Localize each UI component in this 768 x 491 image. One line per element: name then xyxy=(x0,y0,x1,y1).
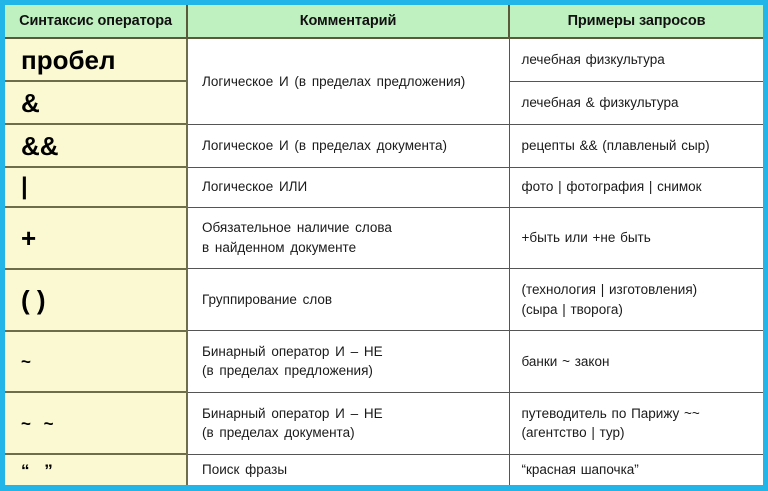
operator-syntax-double-ampersand: && xyxy=(5,124,187,167)
table-row xyxy=(5,38,763,81)
operator-comment-and-sentence xyxy=(187,38,509,124)
operator-example-space xyxy=(509,38,763,81)
table-row xyxy=(5,124,763,167)
comment-line: Обязательное наличие слова xyxy=(202,220,392,236)
example-line: рецепты && (плавленый сыр) xyxy=(521,137,710,153)
operator-comment-or xyxy=(187,167,509,207)
table-row xyxy=(5,167,763,207)
example-line: (агентство | тур) xyxy=(521,425,625,441)
operator-example-double-ampersand xyxy=(509,124,763,167)
table-header-row xyxy=(5,5,763,38)
operator-comment-phrase-search xyxy=(187,454,509,485)
operator-comment-andnot-sentence xyxy=(187,331,509,393)
operator-example-quotes xyxy=(509,454,763,485)
operator-syntax-space: пробел xyxy=(5,38,187,81)
comment-line: Поиск фразы xyxy=(202,461,288,477)
operator-example-parentheses xyxy=(509,269,763,331)
table-row xyxy=(5,269,763,331)
operator-syntax-pipe: | xyxy=(5,167,187,207)
column-header-example: Примеры запросов xyxy=(509,5,763,38)
comment-line: Группирование слов xyxy=(202,291,333,307)
operator-example-ampersand xyxy=(509,81,763,124)
table-row xyxy=(5,454,763,485)
example-line: лечебная физкультура xyxy=(521,52,665,67)
column-header-syntax: Синтаксис оператора xyxy=(5,5,187,38)
operator-example-tilde xyxy=(509,331,763,393)
example-line: “красная шапочка” xyxy=(521,461,639,477)
operator-syntax-tilde: ~ xyxy=(5,331,187,393)
table-row xyxy=(5,207,763,269)
column-header-comment: Комментарий xyxy=(187,5,509,38)
example-line: банки ~ закон xyxy=(521,353,610,369)
example-line: (технология | изготовления) xyxy=(521,282,698,298)
operator-example-pipe xyxy=(509,167,763,207)
example-line: лечебная & физкультура xyxy=(521,94,679,110)
operator-comment-required-word xyxy=(187,207,509,269)
operator-syntax-quotes: “ ” xyxy=(5,454,187,485)
comment-line: Бинарный оператор И – НЕ xyxy=(202,405,383,421)
example-line: фото | фотография | снимок xyxy=(521,179,702,195)
operator-comment-and-document xyxy=(187,124,509,167)
operator-syntax-double-tilde: ~ ~ xyxy=(5,392,187,454)
comment-line: в найденном документе xyxy=(202,240,357,256)
comment-line: Логическое ИЛИ xyxy=(202,179,308,195)
comment-line: Логическое И (в пределах предложения) xyxy=(202,73,466,89)
operator-syntax-plus: + xyxy=(5,207,187,269)
comment-line: (в пределах документа) xyxy=(202,425,355,441)
operator-example-double-tilde xyxy=(509,392,763,454)
comment-line: (в пределах предложения) xyxy=(202,363,373,379)
table-row xyxy=(5,331,763,393)
search-operators-table xyxy=(5,5,763,485)
example-line: (сыра | творога) xyxy=(521,301,623,317)
operator-comment-grouping xyxy=(187,269,509,331)
operator-example-plus xyxy=(509,207,763,269)
example-line: путеводитель по Парижу ~~ xyxy=(521,405,700,421)
table-row xyxy=(5,392,763,454)
operator-comment-andnot-document xyxy=(187,392,509,454)
operator-syntax-ampersand: & xyxy=(5,81,187,124)
comment-line: Бинарный оператор И – НЕ xyxy=(202,343,383,359)
comment-line: Логическое И (в пределах документа) xyxy=(202,137,447,153)
example-line: +быть или +не быть xyxy=(521,230,651,246)
operator-syntax-parentheses: ( ) xyxy=(5,269,187,331)
